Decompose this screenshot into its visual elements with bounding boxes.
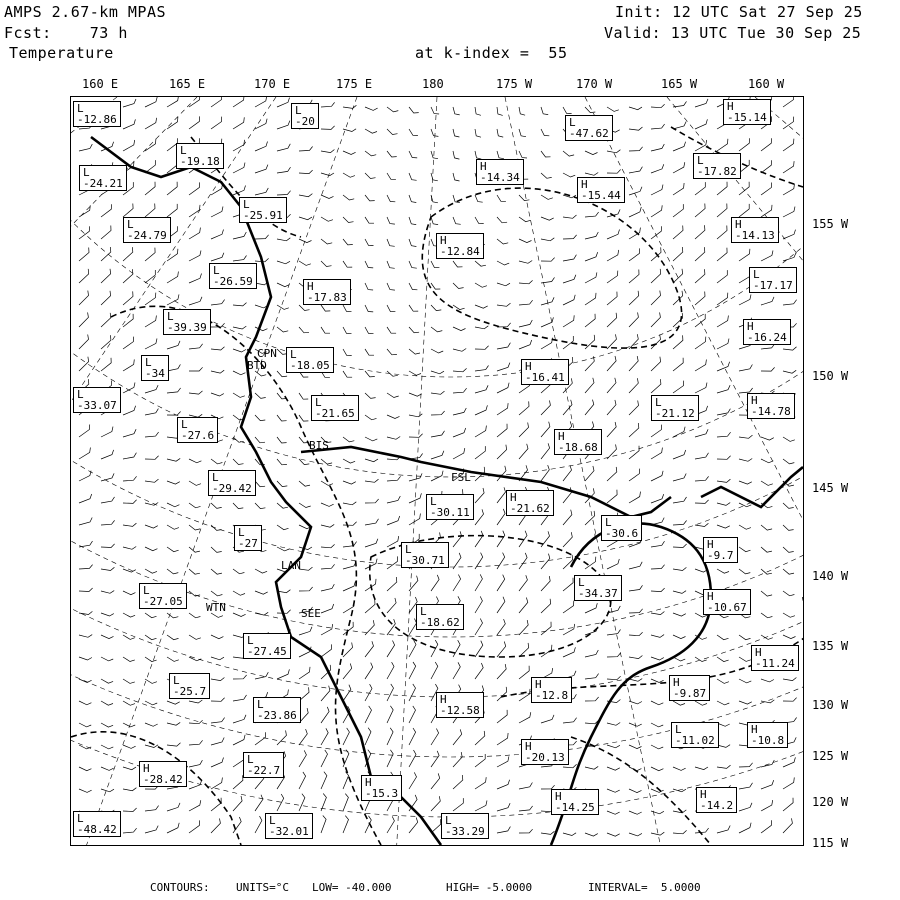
extremum-label: H -14.13 xyxy=(731,217,779,243)
station-label: BTD xyxy=(247,359,267,372)
lon-label: 170 E xyxy=(254,77,291,91)
extremum-label: H -15.3 xyxy=(361,775,402,801)
lat-label: 130 W xyxy=(812,698,849,712)
valid-time: Valid: 13 UTC Tue 30 Sep 25 xyxy=(604,24,862,42)
extremum-label: L -27.05 xyxy=(139,583,187,609)
lon-label: 160 E xyxy=(82,77,119,91)
extremum-label: H -9.87 xyxy=(669,675,710,701)
extremum-label: L -39.39 xyxy=(163,309,211,335)
extremum-label: L -47.62 xyxy=(565,115,613,141)
extremum-label: L -21.65 xyxy=(311,395,359,421)
field-name: Temperature xyxy=(9,44,114,62)
extremum-label: H -10.67 xyxy=(703,589,751,615)
lon-label: 165 W xyxy=(661,77,698,91)
extremum-label: L -27.45 xyxy=(243,633,291,659)
extremum-label: L -34 xyxy=(141,355,169,381)
extremum-label: H -12.8 xyxy=(531,677,572,703)
extremum-label: H -15.14 xyxy=(723,99,771,125)
lon-label: 170 W xyxy=(576,77,613,91)
extremum-label: H -15.44 xyxy=(577,177,625,203)
footer-high: HIGH= -5.0000 xyxy=(446,881,533,894)
extremum-label: H -14.2 xyxy=(696,787,737,813)
footer-contours: CONTOURS: xyxy=(150,881,210,894)
lon-label: 175 E xyxy=(336,77,373,91)
lon-label: 165 E xyxy=(169,77,206,91)
extremum-label: L -33.29 xyxy=(441,813,489,839)
extremum-label: H -12.84 xyxy=(436,233,484,259)
extremum-label: L -30.11 xyxy=(426,494,474,520)
station-label: WTN xyxy=(206,601,226,614)
extremum-label: L -17.17 xyxy=(749,267,797,293)
extremum-label: H -11.24 xyxy=(751,645,799,671)
level-label: at k-index = 55 xyxy=(415,44,568,62)
extremum-label: L -27.6 xyxy=(177,417,218,443)
extremum-label: L -22.7 xyxy=(243,752,284,778)
map-panel xyxy=(70,96,804,846)
extremum-label: L -48.42 xyxy=(73,811,121,837)
lon-label: 175 W xyxy=(496,77,533,91)
extremum-label: H -20.13 xyxy=(521,739,569,765)
extremum-label: H -18.68 xyxy=(554,429,602,455)
extremum-label: L -27 xyxy=(234,525,262,551)
extremum-label: L -25.91 xyxy=(239,197,287,223)
station-label: CPN xyxy=(257,347,277,360)
lon-label: 180 xyxy=(422,77,444,91)
lat-label: 140 W xyxy=(812,569,849,583)
lat-label: 120 W xyxy=(812,795,849,809)
station-label: SEE xyxy=(301,607,321,620)
extremum-label: H -12.58 xyxy=(436,692,484,718)
extremum-label: L -17.82 xyxy=(693,153,741,179)
extremum-label: L -18.62 xyxy=(416,604,464,630)
extremum-label: L -24.21 xyxy=(79,165,127,191)
extremum-label: L -25.7 xyxy=(169,673,210,699)
lat-label: 135 W xyxy=(812,639,849,653)
extremum-label: H -16.24 xyxy=(743,319,791,345)
extremum-label: H -16.41 xyxy=(521,359,569,385)
model-title: AMPS 2.67-km MPAS xyxy=(4,3,167,21)
extremum-label: L -24.79 xyxy=(123,217,171,243)
lat-label: 125 W xyxy=(812,749,849,763)
extremum-label: L -30.6 xyxy=(601,515,642,541)
extremum-label: L -34.37 xyxy=(574,575,622,601)
extremum-label: H -14.78 xyxy=(747,393,795,419)
station-label: BIS xyxy=(309,439,329,452)
extremum-label: L -26.59 xyxy=(209,263,257,289)
extremum-label: L -19.18 xyxy=(176,143,224,169)
extremum-label: L -29.42 xyxy=(208,470,256,496)
extremum-label: H -28.42 xyxy=(139,761,187,787)
footer-low: LOW= -40.000 xyxy=(312,881,392,894)
extremum-label: H -10.8 xyxy=(747,722,788,748)
lat-label: 150 W xyxy=(812,369,849,383)
lat-label: 155 W xyxy=(812,217,849,231)
init-time: Init: 12 UTC Sat 27 Sep 25 xyxy=(615,3,863,21)
extremum-label: H -9.7 xyxy=(703,537,738,563)
forecast-hour: Fcst: 73 h xyxy=(4,24,128,42)
lat-label: 115 W xyxy=(812,836,849,850)
extremum-label: L -21.12 xyxy=(651,395,699,421)
extremum-label: H -17.83 xyxy=(303,279,351,305)
extremum-label: L -30.71 xyxy=(401,542,449,568)
station-label: FSL xyxy=(451,471,471,484)
lat-label: 145 W xyxy=(812,481,849,495)
extremum-label: L -20 xyxy=(291,103,319,129)
extremum-label: L -11.02 xyxy=(671,722,719,748)
extremum-label: H -21.62 xyxy=(506,490,554,516)
extremum-label: H -14.25 xyxy=(551,789,599,815)
extremum-label: L -12.86 xyxy=(73,101,121,127)
extremum-label: L -23.86 xyxy=(253,697,301,723)
extremum-label: L -32.01 xyxy=(265,813,313,839)
footer-interval: INTERVAL= 5.0000 xyxy=(588,881,701,894)
extremum-label: L -33.07 xyxy=(73,387,121,413)
extremum-label: H -14.34 xyxy=(476,159,524,185)
extremum-label: L -18.05 xyxy=(286,347,334,373)
footer-units: UNITS=°C xyxy=(236,881,289,894)
station-label: LAN xyxy=(281,559,301,572)
lon-label: 160 W xyxy=(748,77,785,91)
